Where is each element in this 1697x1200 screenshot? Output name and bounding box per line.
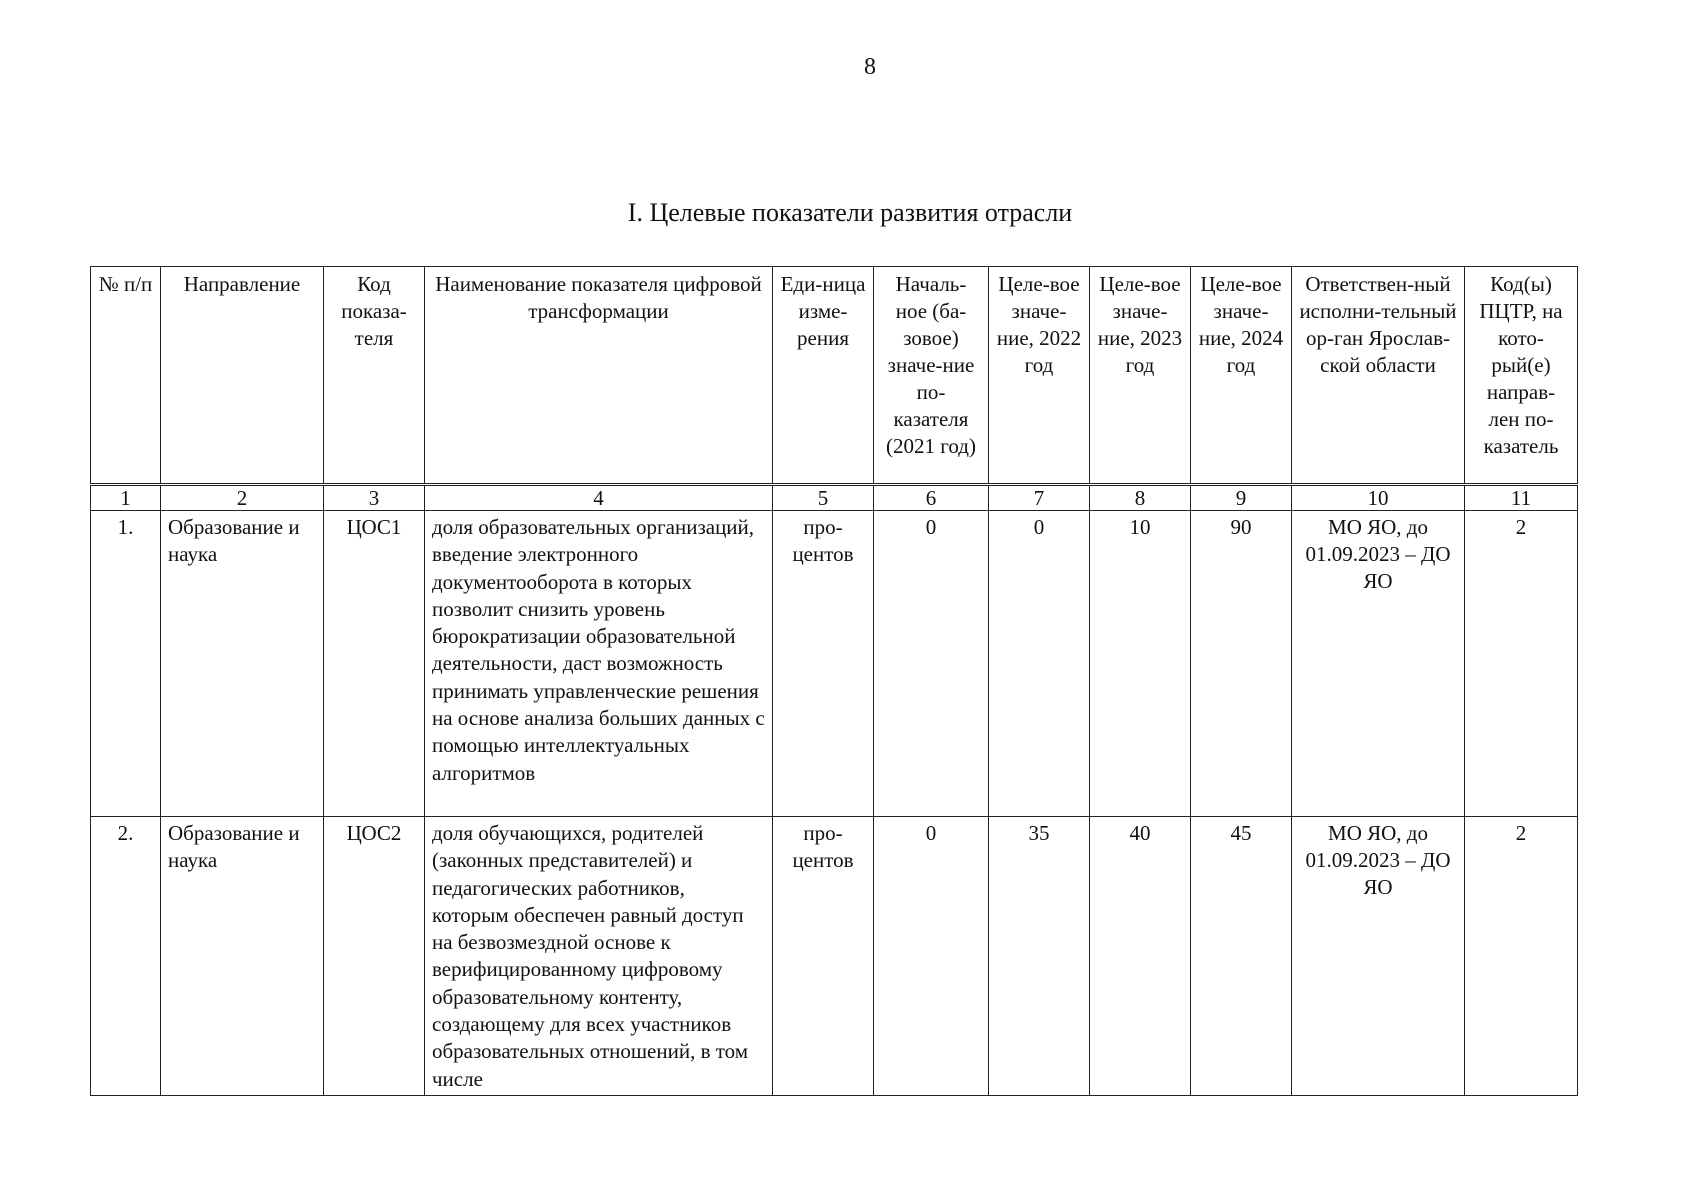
row-indicator-name: доля обучающихся, родителей (законных представителей) и педагогических работников, которым обеспечен равный доступ на безвозмездной основе к верифицированному цифровому образовательному контенту, создающему для всех участников образовательных отношений, в том числе	[425, 817, 773, 1096]
header-direction: Направление	[161, 267, 324, 485]
column-number: 10	[1292, 485, 1465, 511]
row-pctr-codes: 2	[1465, 817, 1578, 1096]
column-number: 8	[1090, 485, 1191, 511]
header-row	[91, 267, 1578, 485]
row-responsible: МО ЯО, до 01.09.2023 – ДО ЯО	[1292, 511, 1465, 817]
row-direction: Образование и наука	[161, 511, 324, 817]
column-number-row	[91, 485, 1578, 511]
table-row	[91, 511, 1578, 817]
header-unit: Еди-ница изме-рения	[773, 267, 874, 485]
row-unit: про-центов	[773, 817, 874, 1096]
row-target-2024: 90	[1191, 511, 1292, 817]
column-number: 3	[324, 485, 425, 511]
header-responsible: Ответствен-ный исполни-тельный ор-ган Ярослав-ской области	[1292, 267, 1465, 485]
header-target-2024: Целе-вое значе-ние, 2024 год	[1191, 267, 1292, 485]
row-unit: про-центов	[773, 511, 874, 817]
column-number: 6	[874, 485, 989, 511]
row-number: 2.	[91, 817, 161, 1096]
row-direction: Образование и наука	[161, 817, 324, 1096]
header-code: Код показа-теля	[324, 267, 425, 485]
header-base-value: Началь-ное (ба-зовое) значе-ние по-казателя (2021 год)	[874, 267, 989, 485]
column-number: 7	[989, 485, 1090, 511]
row-base-value: 0	[874, 511, 989, 817]
row-target-2023: 40	[1090, 817, 1191, 1096]
section-title: I. Целевые показатели развития отрасли	[627, 198, 1073, 227]
row-target-2024: 45	[1191, 817, 1292, 1096]
column-number: 1	[91, 485, 161, 511]
row-indicator-name: доля образовательных организаций, введение электронного документооборота в которых позволит снизить уровень бюрократизации образовательной деятельности, даст возможность принимать управленческие решения на основе анализа больших данных с помощью интеллектуальных алгоритмов	[425, 511, 773, 817]
header-target-2022: Целе-вое значе-ние, 2022 год	[989, 267, 1090, 485]
header-target-2023: Целе-вое значе-ние, 2023 год	[1090, 267, 1191, 485]
column-number: 9	[1191, 485, 1292, 511]
table-row	[91, 817, 1578, 1096]
row-code: ЦОС2	[324, 817, 425, 1096]
row-pctr-codes: 2	[1465, 511, 1578, 817]
header-pctr-codes: Код(ы) ПЦТР, на кото-рый(е) направ-лен по-казатель	[1465, 267, 1578, 485]
row-target-2022: 35	[989, 817, 1090, 1096]
indicators-table	[90, 266, 1578, 1096]
column-number: 11	[1465, 485, 1578, 511]
column-number: 5	[773, 485, 874, 511]
row-base-value: 0	[874, 817, 989, 1096]
column-number: 4	[425, 485, 773, 511]
page-number: 8	[864, 54, 876, 80]
header-name: Наименование показателя цифровой трансформации	[425, 267, 773, 485]
row-code: ЦОС1	[324, 511, 425, 817]
column-number: 2	[161, 485, 324, 511]
row-target-2022: 0	[989, 511, 1090, 817]
row-number: 1.	[91, 511, 161, 817]
row-responsible: МО ЯО, до 01.09.2023 – ДО ЯО	[1292, 817, 1465, 1096]
row-target-2023: 10	[1090, 511, 1191, 817]
header-num: № п/п	[91, 267, 161, 485]
